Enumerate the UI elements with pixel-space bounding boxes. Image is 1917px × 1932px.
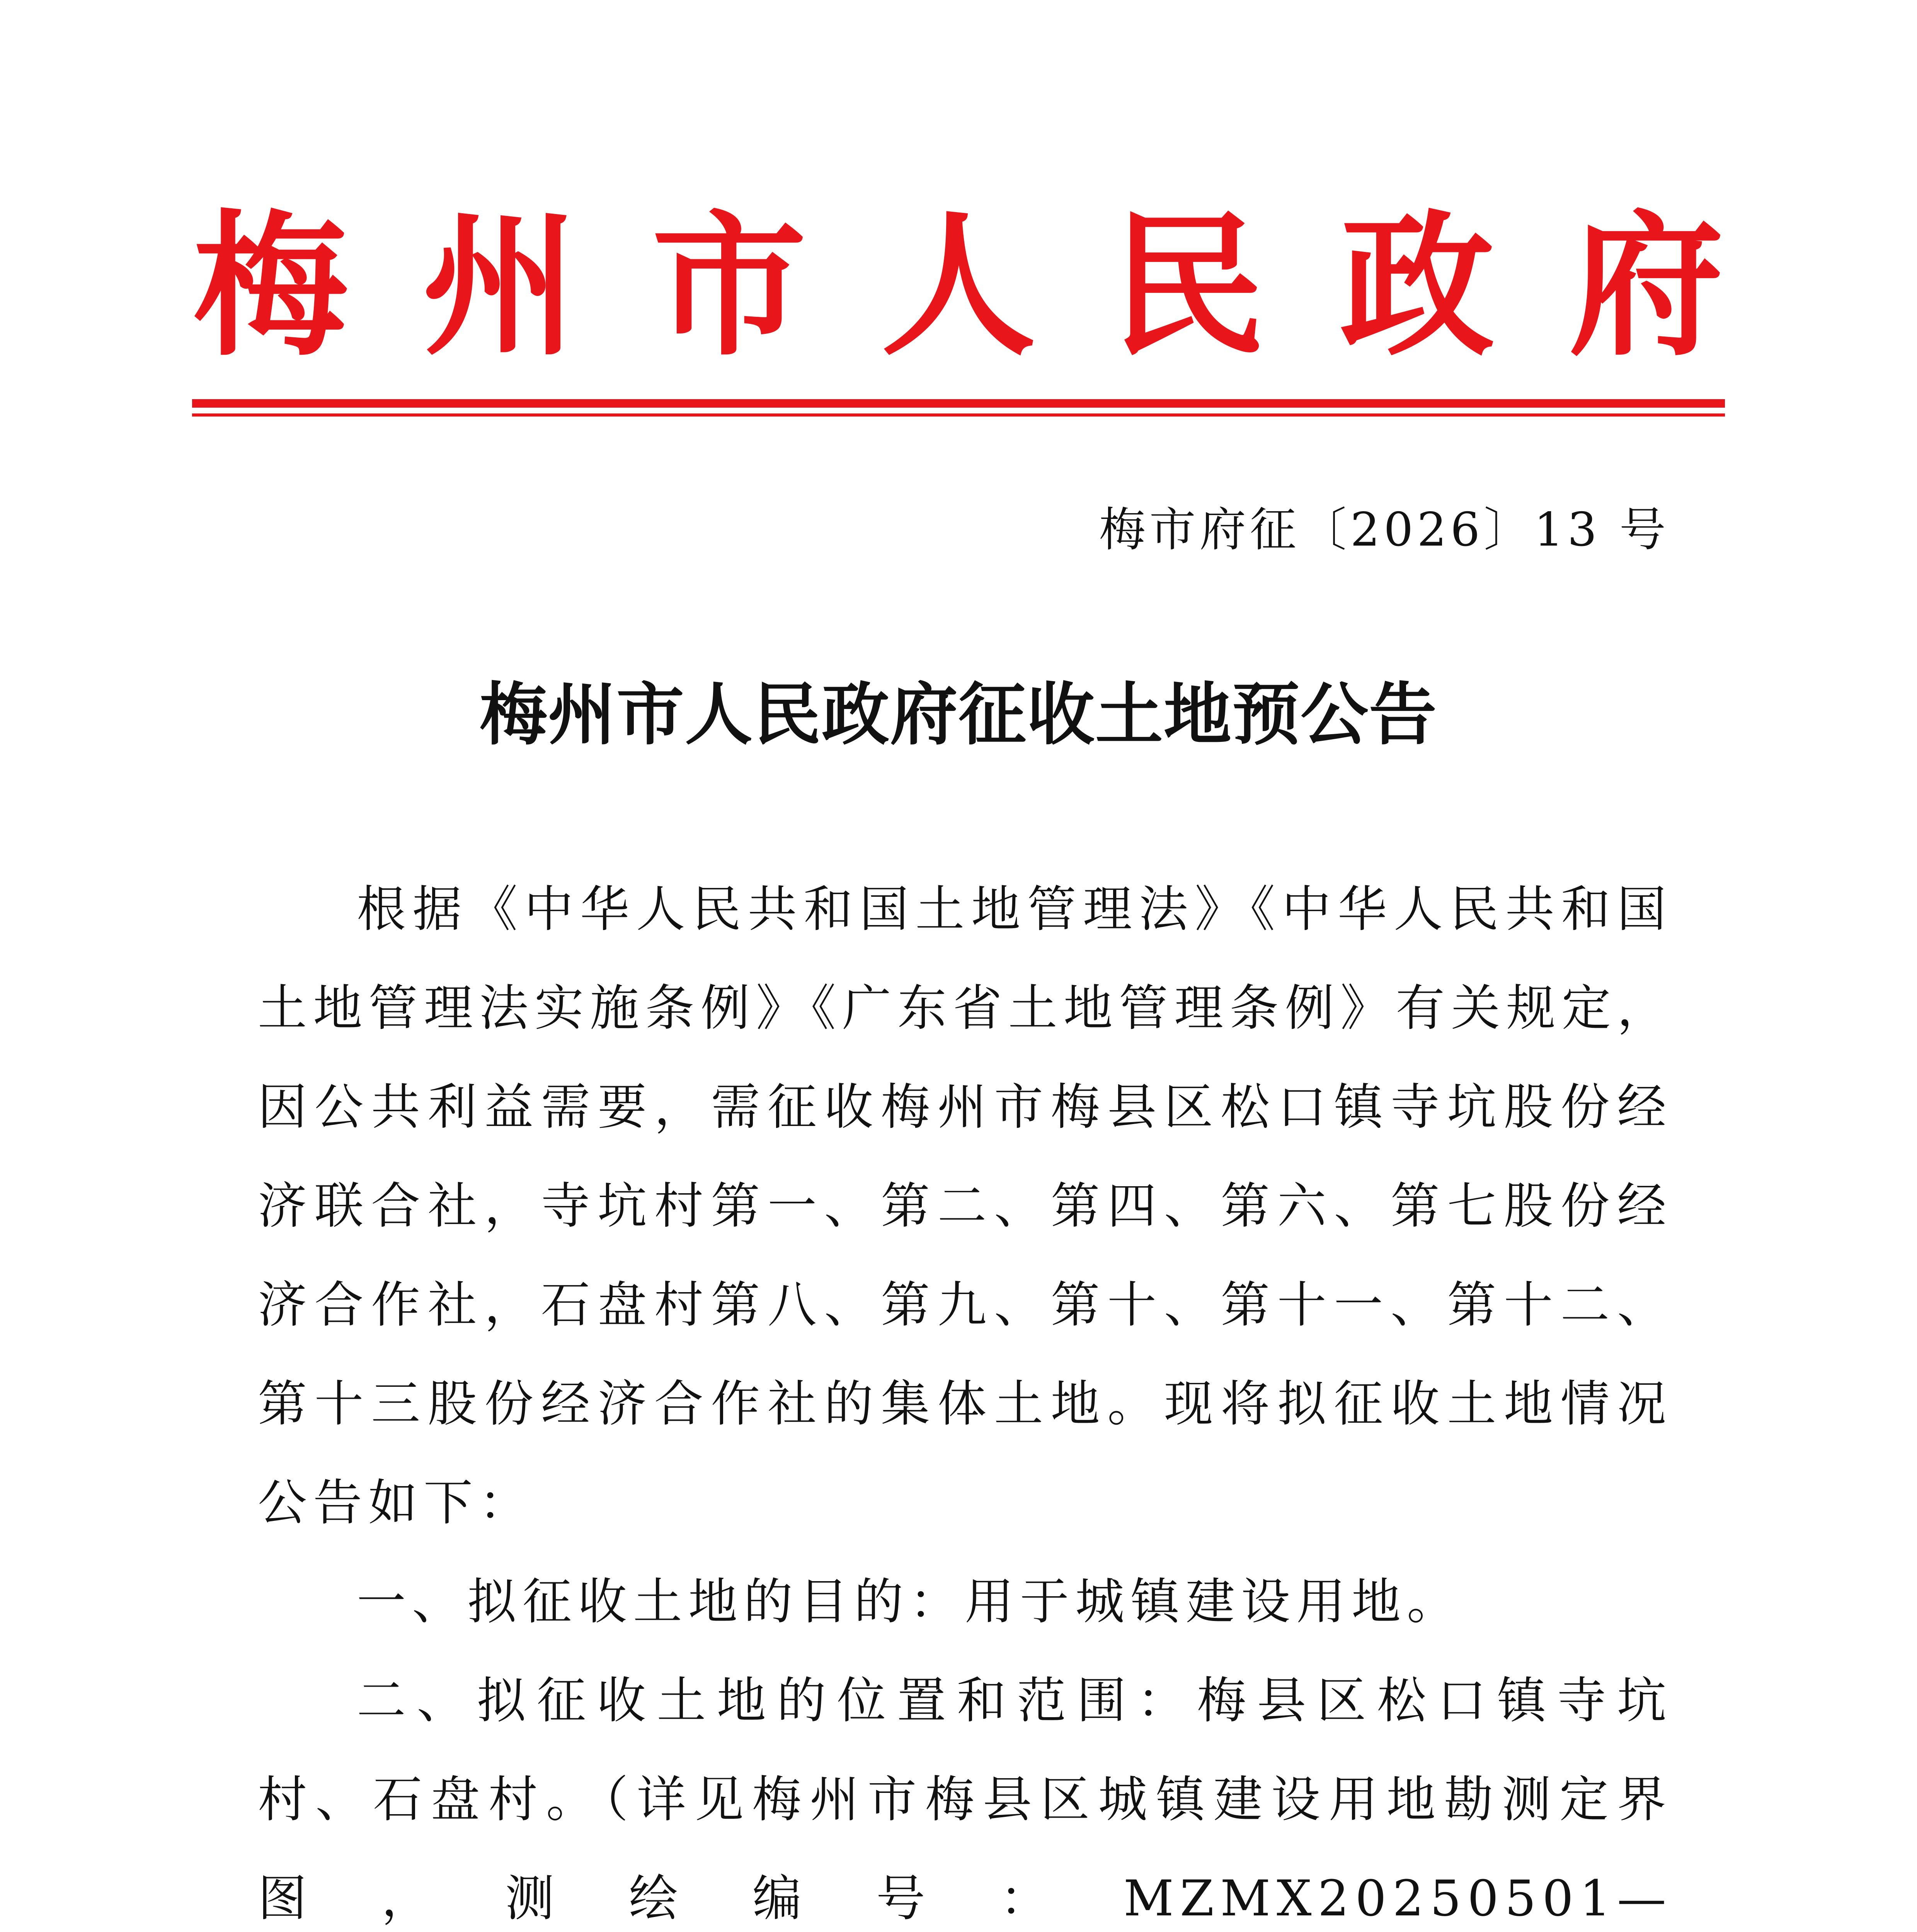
masthead [193,195,1724,377]
paragraph-purpose: 一、拟征收土地的目的：用于城镇建设用地。 [357,1573,1462,1630]
paragraph-location: 二、拟征收土地的位置和范围：梅县区松口镇寺坑村、石盘村。（详见梅州市梅县区城镇建设用地勘测定界图，测绘编号：MZMX20250501— [258,1672,1672,1927]
masthead-char: 市 [652,195,807,377]
masthead-divider-thick [192,399,1725,408]
masthead-divider-thin [192,413,1725,417]
masthead-char: 政 [1340,195,1495,377]
masthead-char: 府 [1569,195,1724,377]
masthead-char: 人 [881,195,1036,377]
masthead-char: 州 [422,195,577,377]
document-body [258,860,1672,1932]
masthead-char: 梅 [193,195,348,377]
document-title: 梅州市人民政府征收土地预公告 [480,675,1437,754]
document-number: 梅市府征〔2026〕13 号 [1099,503,1670,557]
paragraph-intro: 根据《中华人民共和国土地管理法》《中华人民共和国土地管理法实施条例》《广东省土地管理条例》有关规定，因公共利益需要，需征收梅州市梅县区松口镇寺坑股份经济联合社，寺坑村第一、第二、第四、第六、第七股份经济合作社，石盘村第八、第九、第十、第十一、第十二、第十三股份经济合作社的集体土地。现将拟征收土地情况公告如下： [258,881,1672,1531]
masthead-char: 民 [1110,195,1265,377]
